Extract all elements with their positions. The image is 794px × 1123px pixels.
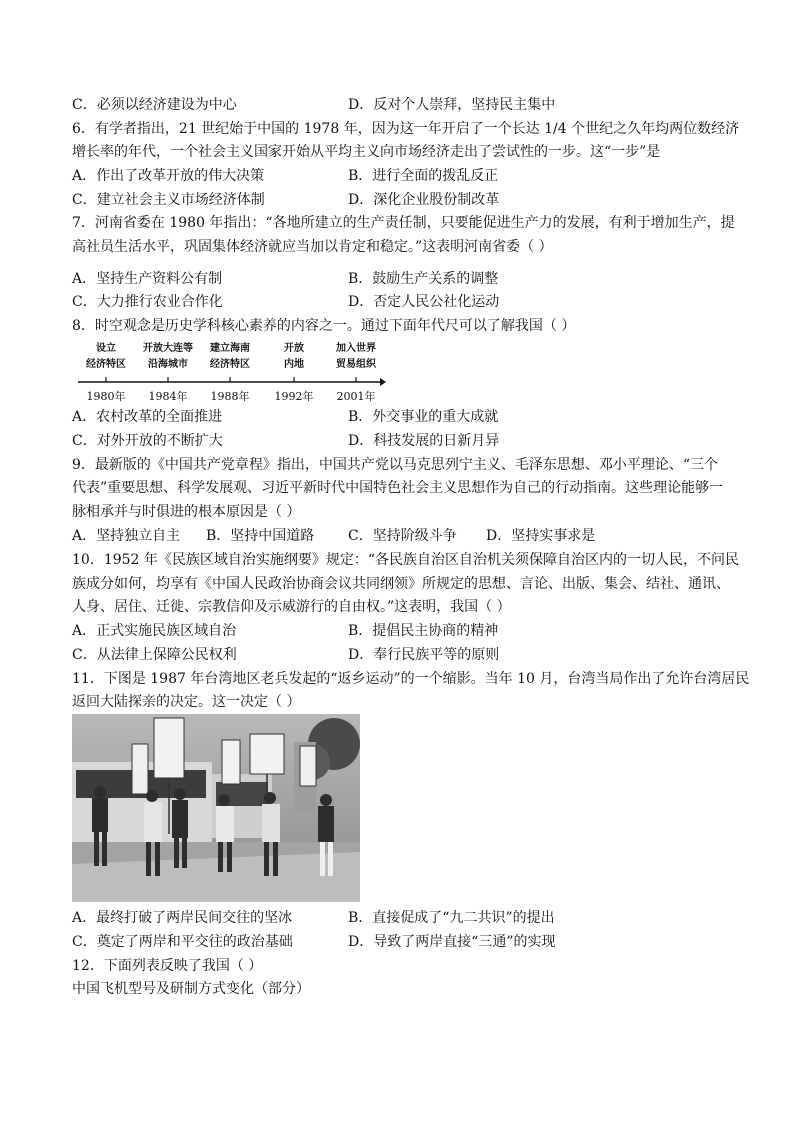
protest-sign: [222, 740, 240, 784]
timeline-arrow-icon: [380, 378, 386, 386]
q9-option-b: B．坚持中国道路: [206, 528, 315, 544]
q8-option-c: C．对外开放的不断扩大: [72, 433, 223, 449]
q6-option-a: A．作出了改革开放的伟大决策: [72, 168, 265, 184]
q9-stem-line-3: 脉相承并与时俱进的根本原因是（ ）: [72, 504, 301, 520]
q12-table-caption: 中国飞机型号及研制方式变化（部分）: [72, 981, 310, 997]
q9-option-c: C．坚持阶级斗争: [348, 528, 457, 544]
timeline-event-label: 经济特区: [86, 359, 126, 370]
q6-option-d: D．深化企业股份制改革: [348, 192, 500, 208]
q9-option-a: A．坚持独立自主: [72, 528, 181, 544]
q7-option-a: A．坚持生产资料公有制: [72, 271, 223, 287]
q8-option-d: D．科技发展的日新月异: [348, 433, 500, 449]
q10-stem-line-2: 族成分如何，均享有《中国人民政治协商会议共同纲领》所规定的思想、言论、出版、集会、结社、通讯、: [72, 576, 730, 592]
q8-stem: 8．时空观念是历史学科核心素养的内容之一。通过下面年代尺可以了解我国（ ）: [72, 318, 576, 334]
q7-option-c: C．大力推行农业合作化: [72, 294, 223, 310]
protest-sign: [250, 734, 284, 774]
q10-option-c: C．从法律上保障公民权利: [72, 647, 237, 663]
q7-stem-line-1: 7．河南省委在 1980 年指出：“各地所建立的生产责任制，只要能促进生产力的发展，有利于增加生产，提: [72, 215, 735, 231]
q8-option-a: A．农村改革的全面推进: [72, 409, 223, 425]
timeline-event-label: 设立: [96, 343, 116, 354]
q9-option-d: D．坚持实事求是: [486, 528, 596, 544]
timeline-event-label: 加入世界: [336, 343, 376, 354]
q7-option-d: D．否定人民公社化运动: [348, 294, 500, 310]
q11-stem-line-2: 返回大陆探亲的决定。这一决定（ ）: [72, 694, 301, 710]
timeline-ruler: [76, 342, 386, 406]
timeline-event-label: 建立海南: [210, 343, 250, 354]
q11-option-c: C．奠定了两岸和平交往的政治基础: [72, 934, 293, 950]
timeline-year-label: 1992年: [274, 390, 314, 403]
timeline-year-label: 1980年: [86, 390, 126, 403]
protest-sign: [300, 746, 316, 786]
q5-option-d: D．反对个人崇拜，坚持民主集中: [348, 97, 556, 113]
q10-option-d: D．奉行民族平等的原则: [348, 647, 500, 663]
q8-option-b: B．外交事业的重大成就: [348, 409, 499, 425]
timeline-event-label: 经济特区: [210, 359, 250, 370]
protest-sign: [132, 744, 148, 794]
q6-option-c: C．建立社会主义市场经济体制: [72, 192, 265, 208]
timeline-year-label: 2001年: [336, 390, 376, 403]
timeline-event-label: 贸易组织: [336, 359, 376, 370]
q5-option-c: C．必须以经济建设为中心: [72, 97, 237, 113]
q10-stem-line-1: 10．1952 年《民族区域自治实施纲要》规定：“各民族自治区自治机关须保障自治区内的一切人民，不问民: [72, 552, 740, 568]
timeline-event-label: 内地: [284, 359, 304, 370]
q10-option-a: A．正式实施民族区域自治: [72, 623, 237, 639]
q7-stem-line-2: 高社员生活水平，巩固集体经济就应当加以肯定和稳定。”这表明河南省委（ ）: [72, 239, 553, 255]
timeline-year-label: 1984年: [148, 390, 188, 403]
q6-option-b: B．进行全面的拨乱反正: [348, 168, 499, 184]
q12-stem: 12．下面列表反映了我国（ ）: [72, 958, 263, 974]
q11-option-a: A．最终打破了两岸民间交往的坚冰: [72, 910, 293, 926]
timeline-event-label: 开放: [284, 343, 304, 354]
q11-stem-line-1: 11．下图是 1987 年台湾地区老兵发起的“返乡运动”的一个缩影。当年 10 月，台湾当局作出了允许台湾居民: [72, 671, 750, 687]
q11-option-b: B．直接促成了“九二共识”的提出: [348, 910, 555, 926]
protest-sign: [154, 718, 184, 778]
q9-stem-line-1: 9．最新版的《中国共产党章程》指出，中国共产党以马克思列宁主义、毛泽东思想、邓小平理论、“三个: [72, 457, 719, 473]
timeline-year-label: 1988年: [210, 390, 250, 403]
timeline-event-label: 沿海城市: [148, 359, 188, 370]
q7-option-b: B．鼓励生产关系的调整: [348, 271, 499, 287]
timeline-event-label: 开放大连等: [143, 343, 193, 354]
q9-stem-line-2: 代表”重要思想、科学发展观、习近平新时代中国特色社会主义思想作为自己的行动指南。这些理论能够一: [72, 480, 724, 496]
q10-option-b: B．提倡民主协商的精神: [348, 623, 499, 639]
q6-stem-line-2: 增长率的年代，一个社会主义国家开始从平均主义向市场经济走出了尝试性的一步。这“一步”是: [72, 144, 661, 160]
q11-option-d: D．导致了两岸直接“三通”的实现: [348, 934, 556, 950]
veterans-homecoming-photo: [72, 714, 360, 902]
q10-stem-line-3: 人身、居住、迁徙、宗教信仰及示威游行的自由权。”这表明，我国（ ）: [72, 599, 511, 615]
q6-stem-line-1: 6．有学者指出，21 世纪始于中国的 1978 年，因为这一年开启了一个长达 1/4 个世纪之久年均两位数经济: [72, 121, 740, 137]
